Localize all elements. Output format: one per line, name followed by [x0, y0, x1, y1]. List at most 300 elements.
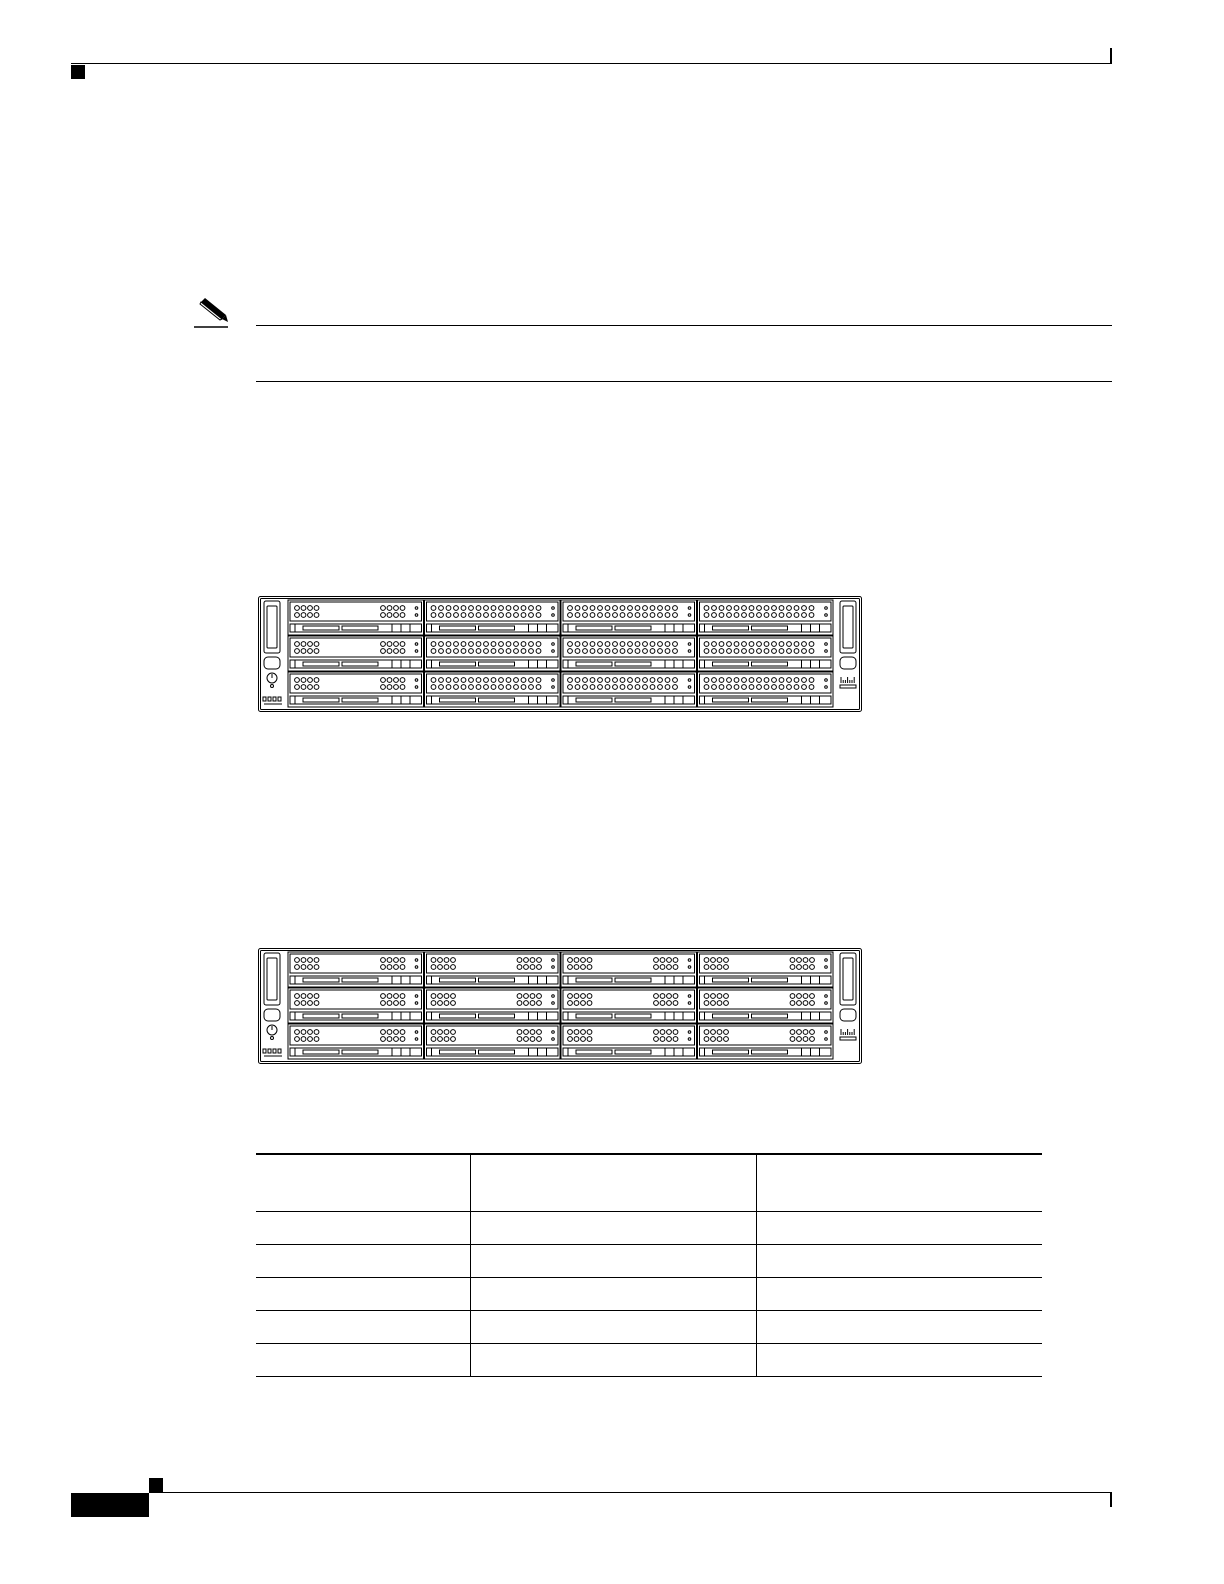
- vent-hole: [787, 649, 792, 654]
- vent-hole: [742, 685, 747, 690]
- vent-hole: [658, 613, 663, 618]
- drive-latch: [563, 696, 695, 704]
- drive-led-icon: [415, 643, 418, 646]
- vent-hole: [454, 678, 459, 683]
- vent-hole: [764, 649, 769, 654]
- drive-latch-slot: [440, 626, 476, 630]
- vent-hole: [717, 994, 722, 999]
- vent-hole: [314, 1030, 319, 1035]
- drive-bay: [698, 600, 834, 635]
- vent-hole: [524, 965, 529, 970]
- vent-hole: [444, 994, 449, 999]
- vent-hole: [314, 606, 319, 611]
- vent-hole: [673, 1037, 678, 1042]
- vent-hole: [764, 613, 769, 618]
- drive-latch: [563, 976, 695, 984]
- vent-hole: [802, 606, 807, 611]
- vent-hole: [613, 649, 618, 654]
- vent-hole: [301, 1030, 306, 1035]
- vent-hole: [431, 606, 436, 611]
- vent-hole: [469, 613, 474, 618]
- header-rule: [71, 63, 1112, 64]
- vent-hole: [727, 649, 732, 654]
- drive-latch-slot: [440, 978, 476, 982]
- vent-hole: [568, 958, 573, 963]
- vent-hole: [719, 642, 724, 647]
- drive-latch-slot: [342, 1014, 378, 1018]
- vent-hole: [749, 649, 754, 654]
- vent-hole: [734, 642, 739, 647]
- vent-hole: [499, 685, 504, 690]
- vent-hole: [667, 958, 672, 963]
- vent-hole: [461, 649, 466, 654]
- vent-hole: [394, 1030, 399, 1035]
- vent-hole: [451, 994, 456, 999]
- table-cell: [256, 1212, 471, 1245]
- vent-hole: [521, 606, 526, 611]
- drive-led-icon: [415, 959, 418, 962]
- vent-hole: [787, 678, 792, 683]
- vent-hole: [660, 958, 665, 963]
- drive-latch: [700, 976, 832, 984]
- vent-hole: [643, 642, 648, 647]
- drive-latch-slot: [752, 1050, 788, 1054]
- drive-led-icon: [688, 1038, 691, 1041]
- table-header-row: [256, 1154, 1042, 1212]
- vent-hole: [635, 642, 640, 647]
- vent-hole: [803, 1037, 808, 1042]
- vent-hole: [394, 994, 399, 999]
- vent-hole: [654, 965, 659, 970]
- vent-hole: [790, 994, 795, 999]
- vent-hole: [787, 685, 792, 690]
- vent-hole: [301, 994, 306, 999]
- table-header-cell: [757, 1154, 1043, 1212]
- drive-bay: [288, 1024, 424, 1059]
- vent-hole: [757, 606, 762, 611]
- vent-hole: [797, 1037, 802, 1042]
- vent-hole: [469, 649, 474, 654]
- vent-hole: [704, 642, 709, 647]
- vent-hole: [581, 1030, 586, 1035]
- vent-hole: [431, 1030, 436, 1035]
- table-row: [256, 1212, 1042, 1245]
- vent-hole: [431, 1037, 436, 1042]
- vent-hole: [575, 613, 580, 618]
- vent-hole: [381, 678, 386, 683]
- drive-led-icon: [415, 607, 418, 610]
- vent-hole: [734, 678, 739, 683]
- drive-latch: [290, 976, 422, 984]
- vent-hole: [506, 685, 511, 690]
- vent-hole: [583, 613, 588, 618]
- drive-led-icon: [552, 607, 555, 610]
- vent-hole: [810, 958, 815, 963]
- vent-hole: [537, 1037, 542, 1042]
- vent-hole: [537, 1001, 542, 1006]
- drive-led-icon: [688, 1031, 691, 1034]
- vent-hole: [757, 642, 762, 647]
- drive-latch-slot: [713, 626, 749, 630]
- vent-hole: [506, 678, 511, 683]
- vent-hole: [301, 1037, 306, 1042]
- drive-led-icon: [552, 995, 555, 998]
- vent-hole: [295, 685, 300, 690]
- drive-led-icon: [552, 1031, 555, 1034]
- status-led-icon: [278, 1049, 281, 1053]
- drive-latch-slot: [713, 1014, 749, 1018]
- vent-hole: [537, 958, 542, 963]
- vent-hole: [742, 642, 747, 647]
- vent-hole: [574, 1037, 579, 1042]
- vent-hole: [537, 965, 542, 970]
- vent-hole: [797, 994, 802, 999]
- vent-hole: [521, 642, 526, 647]
- vent-hole: [613, 685, 618, 690]
- drive-latch: [290, 1048, 422, 1056]
- drive-latch-slot: [752, 1014, 788, 1018]
- vent-hole: [794, 613, 799, 618]
- vent-hole: [794, 606, 799, 611]
- drive-bay: [288, 952, 424, 987]
- vent-hole: [536, 606, 541, 611]
- vent-hole: [764, 678, 769, 683]
- vent-hole: [439, 606, 444, 611]
- status-led-icon: [268, 697, 271, 701]
- vent-hole: [431, 685, 436, 690]
- vent-hole: [431, 994, 436, 999]
- footer-end-tick: [1110, 1493, 1112, 1507]
- vent-hole: [810, 1001, 815, 1006]
- table-cell: [757, 1278, 1043, 1311]
- vent-hole: [583, 642, 588, 647]
- vent-hole: [790, 965, 795, 970]
- vent-hole: [809, 649, 814, 654]
- pencil-note-icon: [190, 298, 230, 330]
- vent-hole: [734, 685, 739, 690]
- vent-hole: [476, 649, 481, 654]
- vent-hole: [660, 965, 665, 970]
- drive-led-icon: [825, 959, 828, 962]
- vent-hole: [295, 678, 300, 683]
- vent-hole: [742, 613, 747, 618]
- vent-hole: [394, 685, 399, 690]
- vent-hole: [308, 613, 313, 618]
- note-block: [185, 296, 1115, 386]
- vent-hole: [673, 1030, 678, 1035]
- drive-bay: [425, 672, 561, 707]
- drive-latch-slot: [615, 978, 651, 982]
- vent-hole: [803, 965, 808, 970]
- vent-hole: [400, 642, 405, 647]
- vent-hole: [574, 1001, 579, 1006]
- vent-hole: [658, 642, 663, 647]
- vent-hole: [757, 613, 762, 618]
- vent-hole: [387, 958, 392, 963]
- vent-hole: [451, 958, 456, 963]
- drive-led-icon: [415, 995, 418, 998]
- vent-hole: [673, 642, 678, 647]
- vent-hole: [628, 642, 633, 647]
- vent-hole: [628, 678, 633, 683]
- vent-hole: [734, 649, 739, 654]
- vent-hole: [506, 649, 511, 654]
- vent-hole: [400, 1001, 405, 1006]
- drive-latch-slot: [342, 626, 378, 630]
- drive-led-icon: [688, 650, 691, 653]
- vent-hole: [514, 685, 519, 690]
- drive-latch-slot: [440, 1050, 476, 1054]
- drive-led-icon: [552, 966, 555, 969]
- vent-hole: [514, 606, 519, 611]
- vent-hole: [574, 994, 579, 999]
- vent-hole: [387, 965, 392, 970]
- vent-hole: [727, 678, 732, 683]
- vent-hole: [712, 606, 717, 611]
- vent-hole: [295, 965, 300, 970]
- vent-hole: [400, 965, 405, 970]
- spec-table: [256, 1153, 1042, 1377]
- vent-hole: [802, 678, 807, 683]
- drive-latch-slot: [752, 978, 788, 982]
- vent-hole: [574, 1030, 579, 1035]
- vent-hole: [717, 1030, 722, 1035]
- vent-hole: [628, 649, 633, 654]
- vent-hole: [719, 685, 724, 690]
- vent-hole: [797, 1030, 802, 1035]
- vent-hole: [590, 678, 595, 683]
- vent-hole: [529, 678, 534, 683]
- right-rack-ear: [840, 953, 856, 1040]
- front-panel-figure-a: [258, 596, 862, 712]
- vent-hole: [529, 613, 534, 618]
- drive-bay: [561, 1024, 697, 1059]
- vent-hole: [643, 678, 648, 683]
- cisco-logo-text: [840, 1037, 856, 1040]
- vent-hole: [444, 1030, 449, 1035]
- vent-hole: [724, 965, 729, 970]
- vent-hole: [381, 613, 386, 618]
- vent-hole: [628, 613, 633, 618]
- drive-led-icon: [825, 607, 828, 610]
- vent-hole: [749, 606, 754, 611]
- vent-hole: [650, 678, 655, 683]
- vent-hole: [514, 642, 519, 647]
- vent-hole: [673, 1001, 678, 1006]
- vent-hole: [308, 606, 313, 611]
- vent-hole: [605, 613, 610, 618]
- vent-hole: [809, 606, 814, 611]
- vent-hole: [717, 1001, 722, 1006]
- vent-hole: [757, 649, 762, 654]
- drive-latch-slot: [440, 662, 476, 666]
- status-led-icon: [263, 1049, 266, 1053]
- vent-hole: [431, 1001, 436, 1006]
- front-panel-figure-b: [258, 948, 862, 1064]
- vent-hole: [787, 642, 792, 647]
- vent-hole: [530, 1001, 535, 1006]
- vent-hole: [387, 685, 392, 690]
- table-cell: [256, 1278, 471, 1311]
- drive-led-icon: [688, 679, 691, 682]
- drive-latch: [427, 1048, 559, 1056]
- vent-hole: [517, 1037, 522, 1042]
- table-cell: [471, 1311, 757, 1344]
- vent-hole: [673, 649, 678, 654]
- vent-hole: [727, 606, 732, 611]
- vent-hole: [314, 994, 319, 999]
- vent-hole: [772, 606, 777, 611]
- vent-hole: [620, 678, 625, 683]
- vent-hole: [446, 649, 451, 654]
- vent-hole: [308, 994, 313, 999]
- vent-hole: [587, 1037, 592, 1042]
- vent-hole: [536, 649, 541, 654]
- vent-hole: [575, 685, 580, 690]
- vent-hole: [704, 685, 709, 690]
- drive-latch: [563, 1048, 695, 1056]
- vent-hole: [491, 642, 496, 647]
- vent-hole: [530, 1037, 535, 1042]
- drive-latch: [427, 624, 559, 632]
- vent-hole: [484, 642, 489, 647]
- vent-hole: [598, 685, 603, 690]
- vent-hole: [673, 613, 678, 618]
- vent-hole: [461, 642, 466, 647]
- vent-hole: [394, 1037, 399, 1042]
- vent-hole: [521, 685, 526, 690]
- vent-hole: [719, 613, 724, 618]
- vent-hole: [506, 613, 511, 618]
- vent-hole: [314, 1001, 319, 1006]
- drive-latch-slot: [576, 626, 612, 630]
- vent-hole: [308, 649, 313, 654]
- vent-hole: [665, 642, 670, 647]
- vent-hole: [301, 606, 306, 611]
- vent-hole: [779, 678, 784, 683]
- vent-hole: [308, 642, 313, 647]
- drive-bay: [425, 600, 561, 635]
- drive-led-icon: [688, 995, 691, 998]
- drive-latch-slot: [303, 978, 339, 982]
- vent-hole: [381, 685, 386, 690]
- vent-hole: [717, 1037, 722, 1042]
- footer-rule: [149, 1492, 1112, 1493]
- vent-hole: [757, 678, 762, 683]
- status-led-icon: [268, 1049, 271, 1053]
- vent-hole: [461, 678, 466, 683]
- vent-hole: [568, 606, 573, 611]
- table-cell: [757, 1311, 1043, 1344]
- drive-latch: [700, 624, 832, 632]
- vent-hole: [660, 1030, 665, 1035]
- vent-hole: [308, 685, 313, 690]
- vent-hole: [454, 642, 459, 647]
- vent-hole: [506, 642, 511, 647]
- vent-hole: [314, 1037, 319, 1042]
- vent-hole: [469, 642, 474, 647]
- vent-hole: [590, 642, 595, 647]
- vent-hole: [650, 685, 655, 690]
- drive-latch: [563, 660, 695, 668]
- vent-hole: [491, 685, 496, 690]
- vent-hole: [524, 994, 529, 999]
- vent-hole: [394, 678, 399, 683]
- drive-latch-slot: [303, 1050, 339, 1054]
- vent-hole: [295, 958, 300, 963]
- vent-hole: [476, 685, 481, 690]
- vent-hole: [499, 606, 504, 611]
- drive-bay: [561, 988, 697, 1023]
- vent-hole: [704, 965, 709, 970]
- vent-hole: [613, 606, 618, 611]
- drive-latch: [563, 624, 695, 632]
- drive-latch: [290, 696, 422, 704]
- table-cell: [471, 1278, 757, 1311]
- vent-hole: [749, 685, 754, 690]
- vent-hole: [620, 642, 625, 647]
- vent-hole: [635, 613, 640, 618]
- vent-hole: [712, 613, 717, 618]
- vent-hole: [809, 685, 814, 690]
- vent-hole: [476, 613, 481, 618]
- vent-hole: [712, 642, 717, 647]
- vent-hole: [772, 642, 777, 647]
- drive-led-icon: [825, 1031, 828, 1034]
- vent-hole: [454, 649, 459, 654]
- drive-led-icon: [415, 1031, 418, 1034]
- vent-hole: [794, 678, 799, 683]
- vent-hole: [431, 649, 436, 654]
- vent-hole: [444, 965, 449, 970]
- vent-hole: [387, 1030, 392, 1035]
- vent-hole: [658, 678, 663, 683]
- vent-hole: [712, 649, 717, 654]
- drive-latch-slot: [342, 978, 378, 982]
- vent-hole: [301, 642, 306, 647]
- vent-hole: [605, 678, 610, 683]
- vent-hole: [499, 649, 504, 654]
- vent-hole: [643, 649, 648, 654]
- drive-led-icon: [415, 966, 418, 969]
- vent-hole: [810, 1030, 815, 1035]
- vent-hole: [314, 965, 319, 970]
- vent-hole: [454, 613, 459, 618]
- vent-hole: [301, 958, 306, 963]
- vent-hole: [704, 1001, 709, 1006]
- vent-hole: [537, 1030, 542, 1035]
- vent-hole: [717, 965, 722, 970]
- vent-hole: [779, 606, 784, 611]
- drive-led-icon: [415, 650, 418, 653]
- vent-hole: [620, 685, 625, 690]
- left-rack-ear: [263, 601, 282, 704]
- drive-latch-slot: [752, 698, 788, 702]
- vent-hole: [446, 642, 451, 647]
- vent-hole: [650, 613, 655, 618]
- vent-hole: [749, 678, 754, 683]
- right-rack-ear: [840, 601, 856, 688]
- vent-hole: [530, 958, 535, 963]
- vent-hole: [308, 678, 313, 683]
- drive-latch-slot: [303, 662, 339, 666]
- vent-hole: [658, 649, 663, 654]
- vent-hole: [749, 642, 754, 647]
- vent-hole: [734, 613, 739, 618]
- vent-hole: [295, 1037, 300, 1042]
- vent-hole: [295, 613, 300, 618]
- vent-hole: [301, 649, 306, 654]
